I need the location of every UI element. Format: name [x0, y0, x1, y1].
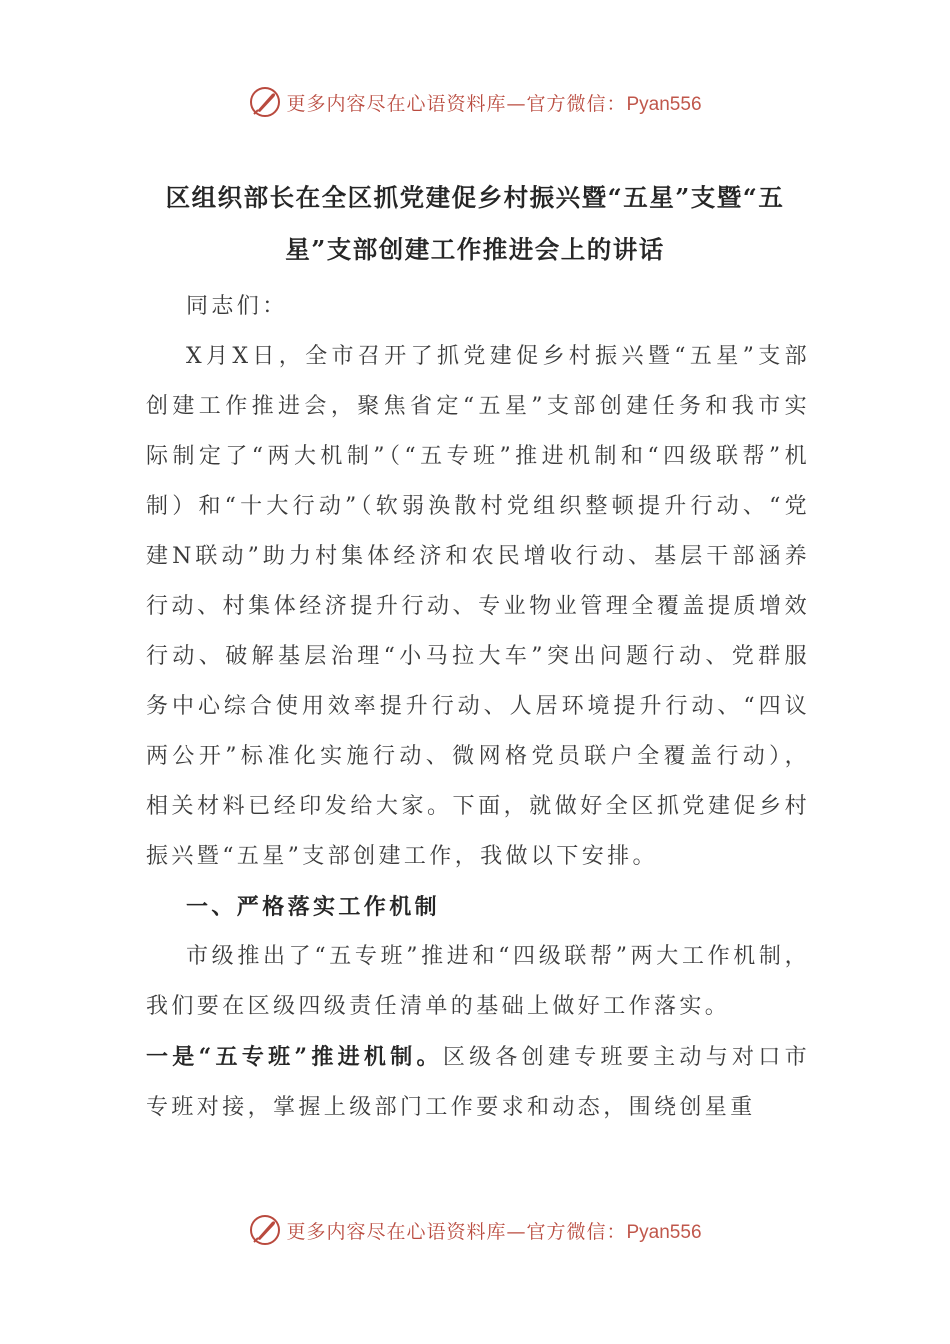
watermark-wechat-label: 官方微信： — [526, 1220, 627, 1243]
watermark-main: 更多内容尽在心语资料库— — [286, 92, 527, 115]
section-heading-1: 一、严格落实工作机制 — [186, 894, 441, 920]
document-body — [146, 282, 810, 1133]
paragraph-first-point — [146, 1032, 810, 1133]
salutation: 同志们： — [186, 294, 288, 319]
watermark-banner-bottom — [0, 1210, 950, 1250]
first-point-lead: 一是“五专班”推进机制。 — [146, 1044, 443, 1070]
watermark-wechat-label: 官方微信： — [526, 92, 627, 115]
watermark-main: 更多内容尽在心语资料库— — [286, 1220, 527, 1243]
watermark-text — [286, 89, 701, 116]
paragraph-intro: X月X日，全市召开了抓党建促乡村振兴暨“五星”支部创建工作推进会，聚焦省定“五星”支部创建任务和我市实际制定了“两大机制”（“五专班”推进机制和“四级联帮”机制）和“十大行动”（软弱涣散村党组织整顿提升行动、“党建N联动”助力村集体经济和农民增收行动、基层干部涵养行动、村集体经济提升行动、专业物业管理全覆盖提质增效行动、破解基层治理“小马拉大车”突出问题行动、党群服务中心综合使用效率提升行动、人居环境提升行动、“四议两公开”标准化实施行动、微网格党员联户全覆盖行动），相关材料已经印发给大家。下面，就做好全区抓党建促乡村振兴暨“五星”支部创建工作，我做以下安排。 — [146, 344, 810, 869]
paragraph-mechanisms: 市级推出了“五专班”推进和“四级联帮”两大工作机制，我们要在区级四级责任清单的基础上做好工作落实。 — [146, 944, 810, 1019]
document-title: 区组织部长在全区抓党建促乡村振兴暨“五星”支暨“五星”支部创建工作推进会上的讲话 — [165, 183, 785, 264]
watermark-wechat-id: Pyan556 — [626, 1221, 702, 1243]
watermark-wechat-id: Pyan556 — [626, 93, 702, 115]
watermark-banner-top — [0, 82, 950, 122]
quill-pen-icon — [248, 85, 282, 119]
watermark-text — [286, 1217, 701, 1244]
quill-pen-icon — [248, 1213, 282, 1247]
first-point-text: 区级各创建专班要主动与对口市专班对接，掌握上级部门工作要求和动态，围绕创星重 — [146, 1045, 810, 1120]
